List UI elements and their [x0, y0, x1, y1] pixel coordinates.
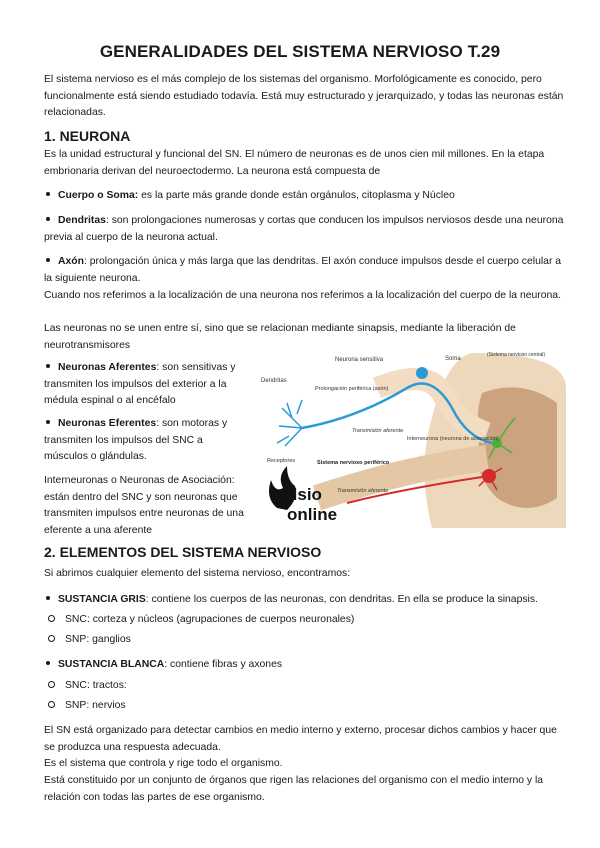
eferentes-term: Neuronas Eferentes [58, 418, 157, 429]
bullet-dot [46, 192, 50, 196]
eferentes-desc: : son motoras y transmiten los impulsos del SNC a músculos o glándulas. [44, 418, 228, 462]
sinapsis-paragraph: Las neuronas no se unen entre sí, sino que se relacionan mediante sinapsis, mediante la liberación de neurotransmisores [44, 323, 516, 351]
page-title: GENERALIDADES DEL SISTEMA NERVIOSO T.29 [99, 42, 501, 61]
label-transmision-eferente: Transmisión eferente [337, 488, 389, 494]
logo-fisio: fisio [287, 485, 322, 504]
label-snc: (Sistema nervioso central) [487, 352, 546, 358]
axon-term: Axón [58, 256, 84, 267]
bullet-dendritas [44, 213, 564, 246]
label-dendritas: Dendritas [261, 378, 287, 384]
sub-gris-snp [48, 632, 548, 648]
dendritas-term: Dendritas [58, 215, 106, 226]
blanca-desc: : contiene fibras y axones [164, 659, 283, 670]
blanca-term: SUSTANCIA BLANCA [58, 659, 165, 670]
gris-snp-text: SNP: ganglios [65, 634, 131, 645]
sub-bullet-ring [48, 635, 55, 642]
section-heading-elementos: 2. ELEMENTOS DEL SISTEMA NERVIOSO [44, 544, 322, 560]
sub-bullet-ring [48, 681, 55, 688]
bullet-dot [46, 596, 50, 600]
sub-gris-snc [48, 612, 548, 628]
bullet-eferentes [44, 416, 249, 466]
neurona-description: Es la unidad estructural y funcional del SN. El número de neuronas es de unos cien mil millones. En la etapa embrionaria derivan del neuroectodermo. La neurona está compuesta de [44, 149, 545, 177]
label-soma: Soma [445, 356, 461, 362]
neuron-diagram [257, 348, 566, 530]
bullet-axon [44, 254, 564, 287]
soma-desc: es la parte más grande donde están orgánulos, citoplasma y Núcleo [138, 190, 455, 201]
sub-bullet-ring [48, 615, 55, 622]
gris-snc-text: SNC: corteza y núcleos (agrupaciones de cuerpos neuronales) [65, 614, 355, 625]
localizacion-paragraph: Cuando nos referimos a la localización de una neurona nos referimos a la localización del cuerpo de la neurona. [44, 290, 561, 301]
elementos-intro: Si abrimos cualquier elemento del sistema nervioso, encontramos: [44, 568, 351, 579]
intro-paragraph: El sistema nervioso es el más complejo de los sistemas del organismo. Morfológicamente es conocido, pero funcionalmente está siendo estudiado todavía. Está muy estructurado y jerarquizado, y todas las neuronas están relacionadas. [44, 74, 564, 118]
aferentes-desc: : son sensitivas y transmiten los impulsos del exterior a la médula espinal o al encéfalo [44, 362, 236, 406]
sub-bullet-ring [48, 701, 55, 708]
label-neurona-sensitiva: Neurona sensitiva [335, 357, 384, 363]
soma-term: Cuerpo o Soma: [58, 190, 139, 201]
sn-organizado-paragraph: El SN está organizado para detectar cambios en medio interno y externo, procesar dichos cambios y hacer que se produzca una respuesta adecuada. [44, 725, 557, 753]
bullet-dot [46, 258, 50, 262]
interneuronas-paragraph: Interneuronas o Neuronas de Asociación: están dentro del SNC y son neuronas que transmiten impulsos entre neuronas de una eferente a una aferente [44, 475, 244, 536]
sn-controla-paragraph: Es el sistema que controla y rige todo el organismo. [44, 758, 283, 769]
bullet-dot [46, 364, 50, 368]
gris-term: SUSTANCIA GRIS [58, 594, 146, 605]
sensory-soma [416, 367, 428, 379]
aferentes-term: Neuronas Aferentes [58, 362, 157, 373]
label-transmision-aferente: Transmisión aferente [352, 428, 404, 434]
dendritas-desc: : son prolongaciones numerosas y cortas que conducen los impulsos nerviosos desde una neurona previa al cuerpo de la neurona actual. [44, 215, 564, 243]
label-receptores: Receptores [267, 458, 296, 464]
label-interneurona: Interneurona (neurona de asociación) [407, 436, 499, 442]
section-heading-neurona: 1. NEURONA [44, 128, 131, 144]
bullet-soma [44, 188, 564, 205]
bullet-dot [46, 420, 50, 424]
label-snp: Sistema nervioso periférico [317, 460, 390, 466]
bullet-dot [46, 661, 50, 665]
bullet-sustancia-blanca [44, 657, 564, 674]
blanca-snp-text: SNP: nervios [65, 700, 126, 711]
bullet-sustancia-gris [44, 592, 564, 609]
gris-desc: : contiene los cuerpos de las neuronas, con dendritas. En ella se produce la sinapsis. [145, 594, 538, 605]
sn-constituido-paragraph: Está constituido por un conjunto de órganos que rigen las relaciones del organismo con el medio interno y la relación con todas las partes de ese organismo. [44, 775, 544, 803]
sub-blanca-snc [48, 678, 548, 694]
logo-online: online [287, 505, 338, 524]
label-prolongacion: Prolongación periférica (axón) [315, 386, 389, 392]
blanca-snc-text: SNC: tractos: [65, 680, 127, 691]
bullet-aferentes [44, 360, 249, 410]
sub-blanca-snp [48, 698, 548, 714]
bullet-dot [46, 217, 50, 221]
axon-desc: : prolongación única y más larga que las dendritas. El axón conduce impulsos desde el cuerpo celular a la siguiente neurona. [44, 256, 562, 284]
